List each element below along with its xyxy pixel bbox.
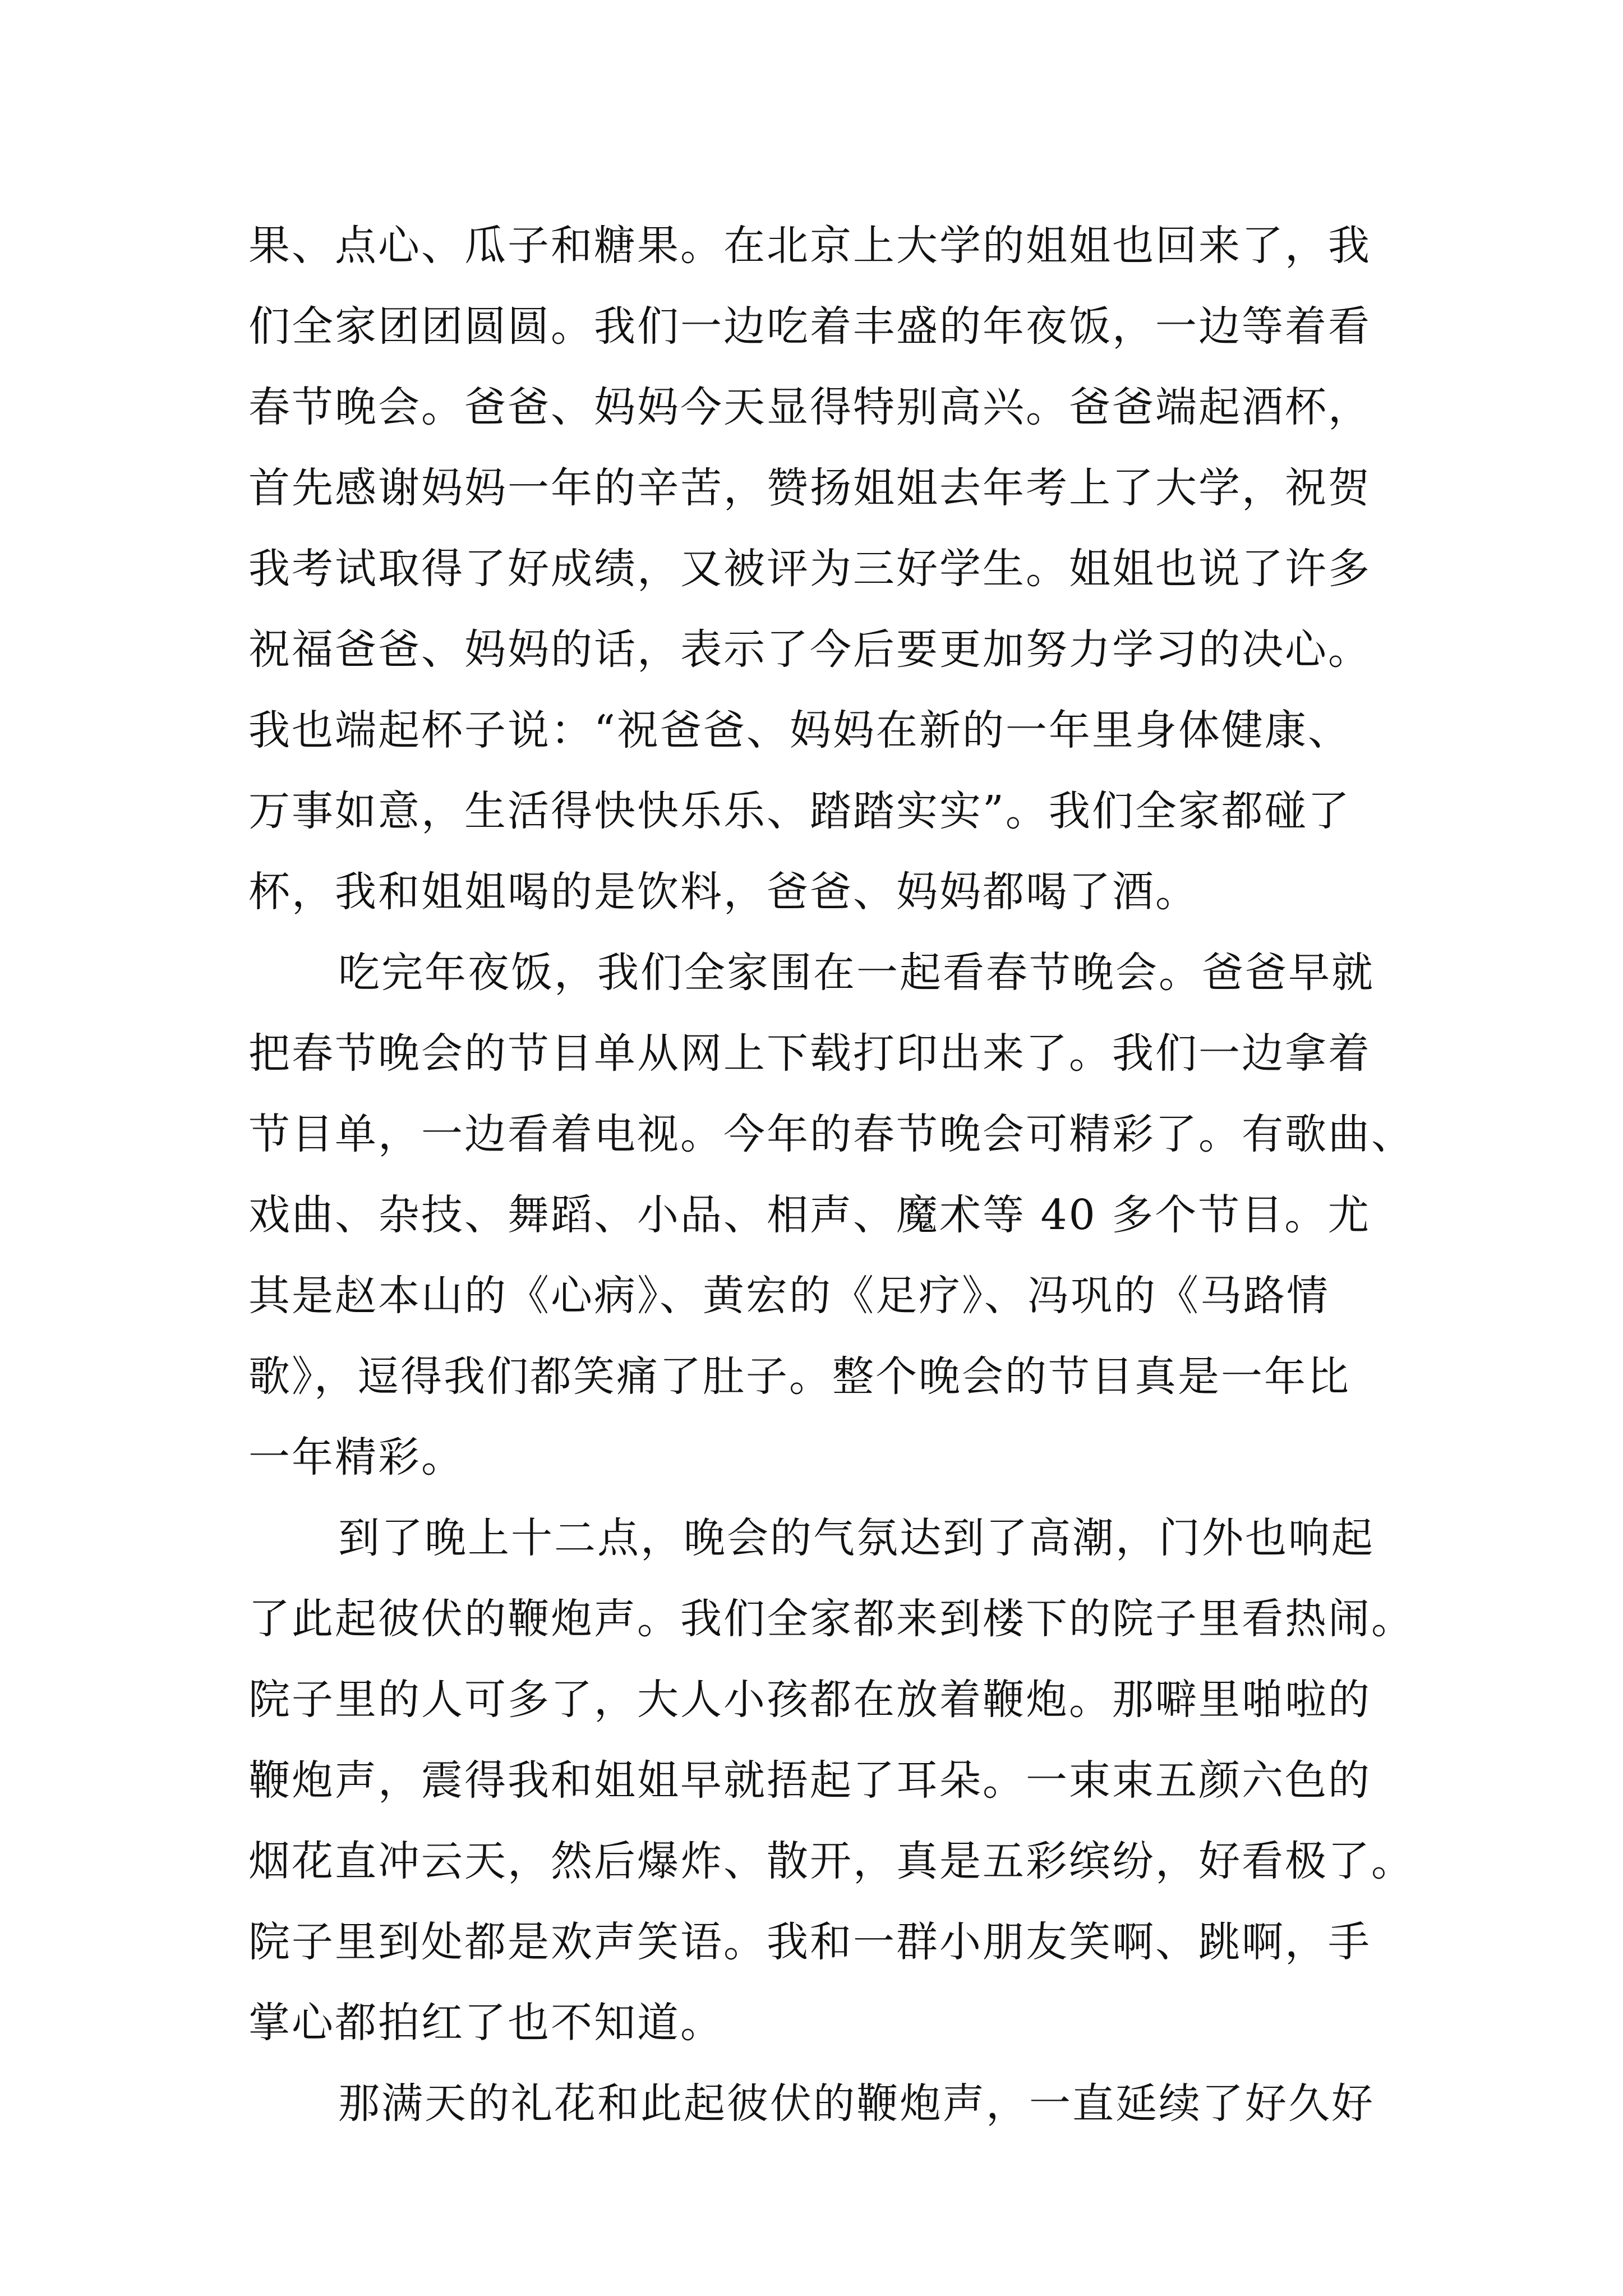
text-line: 春节晚会。爸爸、妈妈今天显得特别高兴。爸爸端起酒杯，	[248, 383, 1371, 431]
paragraph-4	[248, 2063, 1381, 2144]
text-line: 节目单，一边看着电视。今年的春节晚会可精彩了。有歌曲、	[248, 1110, 1414, 1158]
text-line: 首先感谢妈妈一年的辛苦，赞扬姐姐去年考上了大学，祝贺	[248, 464, 1371, 512]
text-line: 我也端起杯子说：“祝爸爸、妈妈在新的一年里身体健康、	[248, 706, 1351, 754]
text-line: 祝福爸爸、妈妈的话，表示了今后要更加努力学习的决心。	[248, 625, 1371, 674]
text-line: 鞭炮声，震得我和姐姐早就捂起了耳朵。一束束五颜六色的	[248, 1756, 1371, 1805]
text-line: 院子里到处都是欢声笑语。我和一群小朋友笑啊、跳啊，手	[248, 1918, 1371, 1966]
text-line: 吃完年夜饭，我们全家围在一起看春节晚会。爸爸早就	[338, 949, 1375, 997]
text-line: 歌》，逗得我们都笑痛了肚子。整个晚会的节目真是一年比	[248, 1352, 1350, 1401]
text-line: 把春节晚会的节目单从网上下载打印出来了。我们一边拿着	[248, 1029, 1371, 1078]
text-line: 到了晚上十二点，晚会的气氛达到了高潮，门外也响起	[338, 1514, 1375, 1562]
text-line: 杯，我和姐姐喝的是饮料，爸爸、妈妈都喝了酒。	[248, 868, 1198, 916]
text-line: 戏曲、杂技、舞蹈、小品、相声、魔术等 40 多个节目。尤	[248, 1191, 1371, 1239]
text-line: 那满天的礼花和此起彼伏的鞭炮声，一直延续了好久好	[338, 2079, 1375, 2128]
text-line: 烟花直冲云天，然后爆炸、散开，真是五彩缤纷，好看极了。	[248, 1837, 1414, 1885]
text-line: 果、点心、瓜子和糖果。在北京上大学的姐姐也回来了，我	[248, 222, 1371, 270]
text-line: 院子里的人可多了，大人小孩都在放着鞭炮。那噼里啪啦的	[248, 1676, 1371, 1724]
body-text	[248, 205, 1414, 2144]
text-line: 掌心都拍红了也不知道。	[248, 1999, 723, 2047]
text-line: 了此起彼伏的鞭炮声。我们全家都来到楼下的院子里看热闹。	[248, 1595, 1414, 1643]
paragraph-2	[248, 932, 1414, 1498]
text-line: 我考试取得了好成绩，又被评为三好学生。姐姐也说了许多	[248, 545, 1371, 593]
text-line: 们全家团团圆圆。我们一边吃着丰盛的年夜饭，一边等着看	[248, 302, 1371, 351]
text-line: 万事如意，生活得快快乐乐、踏踏实实”。我们全家都碰了	[248, 787, 1351, 835]
paragraph-3	[248, 1498, 1414, 2063]
paragraph-1	[248, 205, 1381, 932]
text-line: 其是赵本山的《心病》、黄宏的《足疗》、冯巩的《马路情	[248, 1272, 1330, 1320]
text-line: 一年精彩。	[248, 1433, 464, 1481]
